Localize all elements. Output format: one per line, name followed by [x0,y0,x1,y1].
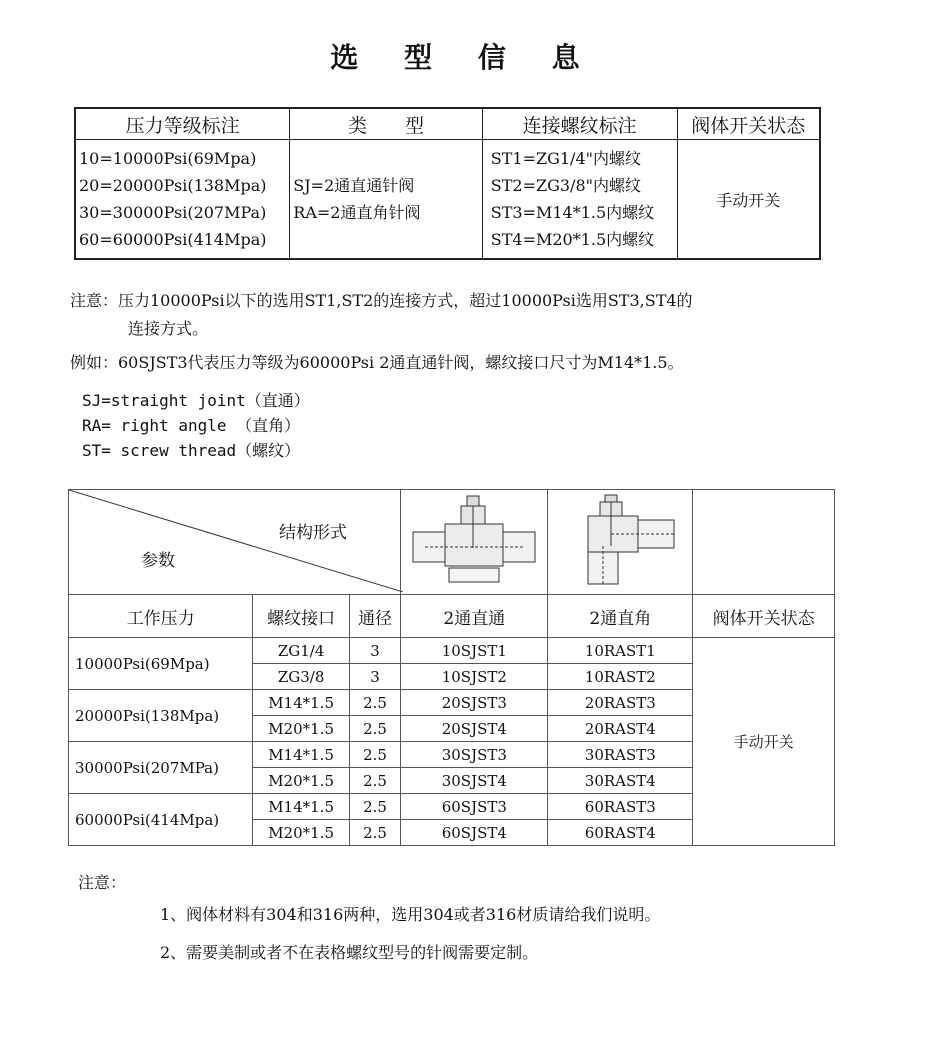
thread-cell: M14*1.5 [253,742,349,768]
angle-valve-image [548,490,693,595]
type-codes [290,140,482,260]
thread-cell: M20*1.5 [253,768,349,794]
thread-code: ST2=ZG3/8"内螺纹 [490,176,641,195]
straight-model-cell: 60SJST4 [401,820,548,846]
page-title: 选 型 信 息 [330,41,598,74]
thread-cell: M14*1.5 [253,794,349,820]
angle-model-cell: 60RAST4 [548,820,693,846]
header-thread: 连接螺纹标注 [482,108,677,140]
straight-model-cell: 10SJST2 [401,664,548,690]
straight-model-cell: 30SJST4 [401,768,548,794]
note-line-1: 注意：压力10000Psi以下的选用ST1,ST2的连接方式，超过10000Psi选用ST3,ST4的 [70,291,693,310]
abbr-sj: SJ=straight joint（直通） [82,391,310,410]
abbr-st: ST= screw thread（螺纹） [82,441,301,460]
image-row [69,490,835,595]
straight-model-cell: 30SJST3 [401,742,548,768]
angle-model-cell: 10RAST2 [548,664,693,690]
angle-model-cell: 30RAST4 [548,768,693,794]
note-line-2: 连接方式。 [128,319,209,338]
thread-cell: ZG3/8 [253,664,349,690]
abbr-ra: RA= right angle （直角） [82,416,301,435]
pressure-code: 60=60000Psi(414Mpa) [79,230,267,249]
footer-label: 注意： [78,873,127,892]
bore-cell: 3 [349,664,401,690]
footer-item-1: 1、阀体材料有304和316两种，选用304或者316材质请给我们说明。 [160,905,661,924]
bore-cell: 2.5 [349,690,401,716]
col-straight: 2通直通 [401,595,548,638]
pressure-codes [75,140,290,260]
thread-cell: M20*1.5 [253,716,349,742]
header-pressure: 压力等级标注 [75,108,290,140]
table-row [69,638,835,664]
code-legend-table [74,107,821,260]
type-code: RA=2通直角针阀 [293,203,421,222]
angle-model-cell: 30RAST3 [548,742,693,768]
model-table [68,489,835,846]
state-value: 手动开关 [677,140,820,260]
thread-code: ST4=M20*1.5内螺纹 [490,230,655,249]
straight-valve-image [401,490,548,595]
angle-model-cell: 10RAST1 [548,638,693,664]
pressure-code: 10=10000Psi(69Mpa) [79,149,257,168]
state-cell: 手动开关 [693,638,835,846]
structure-label: 结构形式 [279,523,347,543]
angle-model-cell: 20RAST3 [548,690,693,716]
diagonal-header-cell [69,490,401,595]
straight-model-cell: 20SJST3 [401,690,548,716]
col-angle: 2通直角 [548,595,693,638]
thread-code: ST1=ZG1/4"内螺纹 [490,149,641,168]
col-thread: 螺纹接口 [253,595,349,638]
col-pressure: 工作压力 [69,595,253,638]
thread-code: ST3=M14*1.5内螺纹 [490,203,655,222]
legend-body-row [75,140,820,260]
straight-valve-drawing [405,494,543,586]
footer-item-2: 2、需要美制或者不在表格螺纹型号的针阀需要定制。 [160,943,539,962]
thread-cell: ZG1/4 [253,638,349,664]
angle-valve-drawing [552,494,688,586]
example-line: 例如：60SJST3代表压力等级为60000Psi 2通直通针阀，螺纹接口尺寸为M14*1.5。 [70,353,684,372]
pressure-cell: 20000Psi(138Mpa) [69,690,253,742]
pressure-cell: 30000Psi(207MPa) [69,742,253,794]
straight-model-cell: 60SJST3 [401,794,548,820]
thread-codes [482,140,677,260]
bore-cell: 2.5 [349,820,401,846]
bore-cell: 2.5 [349,742,401,768]
params-label: 参数 [141,551,175,571]
type-code: SJ=2通直通针阀 [293,176,415,195]
empty-image-cell [693,490,835,595]
bore-cell: 2.5 [349,768,401,794]
col-bore: 通径 [349,595,401,638]
pressure-cell: 10000Psi(69Mpa) [69,638,253,690]
header-type: 类 型 [290,108,482,140]
col-state: 阀体开关状态 [693,595,835,638]
thread-cell: M14*1.5 [253,690,349,716]
straight-model-cell: 10SJST1 [401,638,548,664]
model-header-row [69,595,835,638]
legend-header-row [75,108,820,140]
straight-model-cell: 20SJST4 [401,716,548,742]
angle-model-cell: 60RAST3 [548,794,693,820]
pressure-cell: 60000Psi(414Mpa) [69,794,253,846]
thread-cell: M20*1.5 [253,820,349,846]
bore-cell: 2.5 [349,794,401,820]
pressure-code: 20=20000Psi(138Mpa) [79,176,267,195]
bore-cell: 2.5 [349,716,401,742]
pressure-code: 30=30000Psi(207MPa) [79,203,267,222]
diagonal-line [69,490,403,592]
bore-cell: 3 [349,638,401,664]
angle-model-cell: 20RAST4 [548,716,693,742]
header-state: 阀体开关状态 [677,108,820,140]
